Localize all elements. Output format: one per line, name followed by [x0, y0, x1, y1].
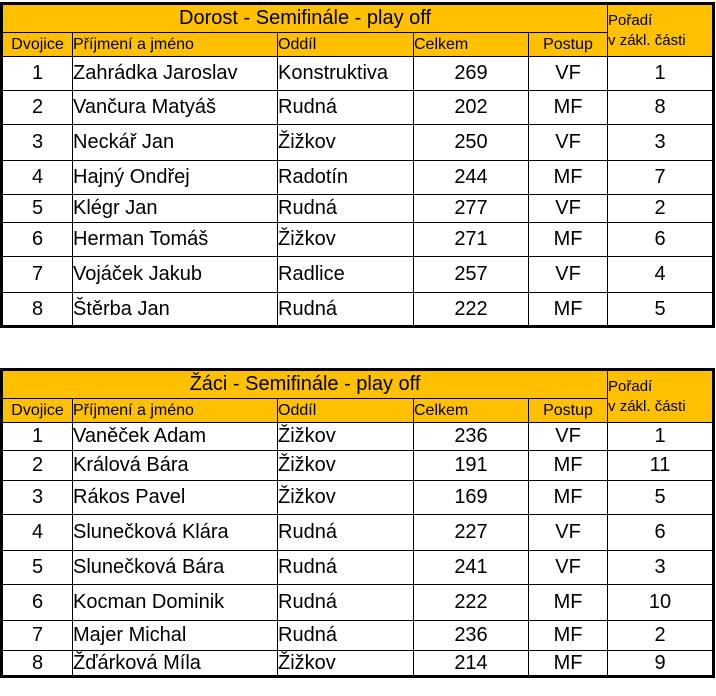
col-header-name: Příjmení a jméno — [73, 399, 278, 423]
rank-header — [608, 4, 714, 57]
cell-pair: 5 — [2, 551, 73, 585]
cell-club: Rudná — [278, 515, 414, 551]
cell-rank: 7 — [608, 161, 714, 195]
cell-total: 236 — [414, 423, 529, 451]
cell-pair: 2 — [2, 451, 73, 481]
cell-total: 257 — [414, 257, 529, 293]
cell-club: Žižkov — [278, 451, 414, 481]
table-title: Dorost - Semifinále - play off — [2, 4, 608, 33]
cell-advance: VF — [529, 423, 608, 451]
cell-name: Majer Michal — [73, 621, 278, 651]
table-title: Žáci - Semifinále - play off — [2, 370, 608, 399]
cell-rank: 2 — [608, 621, 714, 651]
table-row — [2, 91, 714, 125]
cell-total: 202 — [414, 91, 529, 125]
cell-total: 227 — [414, 515, 529, 551]
cell-rank: 4 — [608, 257, 714, 293]
table-row — [2, 551, 714, 585]
table-title-row — [2, 4, 714, 33]
table-title-row — [2, 370, 714, 399]
table-row — [2, 223, 714, 257]
cell-advance: MF — [529, 651, 608, 677]
cell-total: 250 — [414, 125, 529, 161]
cell-advance: MF — [529, 293, 608, 327]
cell-total: 222 — [414, 293, 529, 327]
cell-pair: 7 — [2, 621, 73, 651]
cell-name: Zahrádka Jaroslav — [73, 57, 278, 91]
col-header-total: Celkem — [414, 399, 529, 423]
col-header-club: Oddíl — [278, 33, 414, 57]
cell-club: Žižkov — [278, 223, 414, 257]
cell-name: Štěrba Jan — [73, 293, 278, 327]
cell-total: 236 — [414, 621, 529, 651]
cell-club: Žižkov — [278, 651, 414, 677]
table-row — [2, 293, 714, 327]
rank-header — [608, 370, 714, 423]
cell-name: Kocman Dominik — [73, 585, 278, 621]
cell-pair: 1 — [2, 423, 73, 451]
cell-pair: 4 — [2, 161, 73, 195]
cell-pair: 8 — [2, 651, 73, 677]
cell-pair: 7 — [2, 257, 73, 293]
cell-pair: 6 — [2, 585, 73, 621]
table-row — [2, 195, 714, 223]
table-row — [2, 481, 714, 515]
cell-advance: MF — [529, 621, 608, 651]
cell-advance: MF — [529, 585, 608, 621]
cell-name: Žďárková Míla — [73, 651, 278, 677]
cell-pair: 3 — [2, 481, 73, 515]
col-header-advance: Postup — [529, 33, 608, 57]
zaci-results-table — [0, 368, 715, 678]
cell-club: Žižkov — [278, 125, 414, 161]
cell-advance: MF — [529, 451, 608, 481]
cell-name: Vojáček Jakub — [73, 257, 278, 293]
cell-advance: MF — [529, 481, 608, 515]
cell-name: Rákos Pavel — [73, 481, 278, 515]
rank-header-line1: Pořadí — [608, 377, 653, 395]
cell-rank: 10 — [608, 585, 714, 621]
col-header-pair: Dvojice — [2, 399, 73, 423]
table-row — [2, 451, 714, 481]
cell-advance: VF — [529, 125, 608, 161]
cell-pair: 1 — [2, 57, 73, 91]
cell-club: Rudná — [278, 621, 414, 651]
table-row — [2, 57, 714, 91]
cell-club: Radlice — [278, 257, 414, 293]
cell-rank: 11 — [608, 451, 714, 481]
cell-rank: 9 — [608, 651, 714, 677]
cell-advance: MF — [529, 223, 608, 257]
cell-club: Žižkov — [278, 481, 414, 515]
cell-pair: 3 — [2, 125, 73, 161]
table-row — [2, 125, 714, 161]
rank-header-line2: v zákl. části — [608, 31, 686, 49]
table-row — [2, 423, 714, 451]
column-header-row — [2, 399, 714, 423]
table-row — [2, 585, 714, 621]
cell-club: Rudná — [278, 293, 414, 327]
cell-total: 269 — [414, 57, 529, 91]
cell-advance: VF — [529, 195, 608, 223]
cell-total: 214 — [414, 651, 529, 677]
cell-club: Rudná — [278, 551, 414, 585]
cell-advance: MF — [529, 161, 608, 195]
cell-name: Vaněček Adam — [73, 423, 278, 451]
cell-rank: 1 — [608, 423, 714, 451]
cell-club: Rudná — [278, 585, 414, 621]
cell-advance: VF — [529, 257, 608, 293]
cell-rank: 6 — [608, 515, 714, 551]
table-row — [2, 621, 714, 651]
cell-rank: 8 — [608, 91, 714, 125]
cell-total: 169 — [414, 481, 529, 515]
cell-total: 271 — [414, 223, 529, 257]
cell-club: Konstruktiva — [278, 57, 414, 91]
cell-pair: 4 — [2, 515, 73, 551]
cell-rank: 1 — [608, 57, 714, 91]
col-header-total: Celkem — [414, 33, 529, 57]
cell-name: Klégr Jan — [73, 195, 278, 223]
cell-name: Vančura Matyáš — [73, 91, 278, 125]
cell-advance: VF — [529, 551, 608, 585]
cell-rank: 3 — [608, 551, 714, 585]
cell-name: Slunečková Bára — [73, 551, 278, 585]
cell-name: Králová Bára — [73, 451, 278, 481]
cell-pair: 2 — [2, 91, 73, 125]
col-header-name: Příjmení a jméno — [73, 33, 278, 57]
table-row — [2, 515, 714, 551]
table-row — [2, 161, 714, 195]
cell-total: 277 — [414, 195, 529, 223]
cell-name: Neckář Jan — [73, 125, 278, 161]
rank-header-line2: v zákl. části — [608, 397, 686, 415]
cell-rank: 3 — [608, 125, 714, 161]
cell-advance: MF — [529, 91, 608, 125]
cell-pair: 5 — [2, 195, 73, 223]
cell-advance: VF — [529, 57, 608, 91]
rank-header-line1: Pořadí — [608, 11, 653, 29]
cell-club: Žižkov — [278, 423, 414, 451]
col-header-club: Oddíl — [278, 399, 414, 423]
cell-name: Slunečková Klára — [73, 515, 278, 551]
cell-rank: 5 — [608, 293, 714, 327]
cell-total: 244 — [414, 161, 529, 195]
cell-pair: 6 — [2, 223, 73, 257]
dorost-results-table — [0, 2, 715, 328]
cell-pair: 8 — [2, 293, 73, 327]
col-header-advance: Postup — [529, 399, 608, 423]
cell-rank: 2 — [608, 195, 714, 223]
cell-total: 191 — [414, 451, 529, 481]
table-row — [2, 257, 714, 293]
cell-name: Hajný Ondřej — [73, 161, 278, 195]
table-row — [2, 651, 714, 677]
cell-club: Rudná — [278, 91, 414, 125]
col-header-pair: Dvojice — [2, 33, 73, 57]
cell-name: Herman Tomáš — [73, 223, 278, 257]
column-header-row — [2, 33, 714, 57]
cell-total: 222 — [414, 585, 529, 621]
cell-advance: VF — [529, 515, 608, 551]
cell-rank: 5 — [608, 481, 714, 515]
cell-rank: 6 — [608, 223, 714, 257]
cell-club: Radotín — [278, 161, 414, 195]
cell-club: Rudná — [278, 195, 414, 223]
cell-total: 241 — [414, 551, 529, 585]
